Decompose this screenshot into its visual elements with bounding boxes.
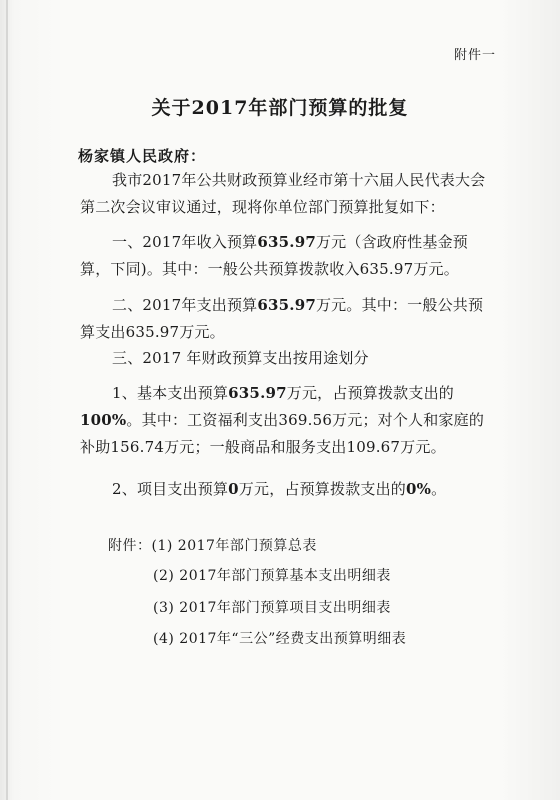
paragraph-intro-text: 我市2017年公共财政预算业经市第十六届人民代表大会第二次会议审议通过，现将你单位部门预算批复如下： [80,171,486,216]
project-text-b: 万元，占预算拨款支出的 [238,480,406,498]
paragraph-income-budget [80,229,488,283]
expense-text-b: 万元。其中：一般公共预算支出635.97万元。 [80,296,484,341]
expense-amount: 635.97 [257,296,316,314]
paragraph-intro [80,167,488,221]
basic-amount: 635.97 [228,384,287,402]
basic-text-b: 万元，占预算拨款支出的 [286,384,454,402]
income-amount: 635.97 [257,233,316,251]
usage-heading-text: 三、2017 年财政预算支出按用途划分 [112,349,369,367]
basic-text-c: 。其中：工资福利支出369.56万元；对个人和家庭的补助156.74万元；一般商品和服务支出109.67万元。 [80,411,485,456]
paragraph-expense-budget [80,292,488,346]
attachment-label: 附件一 [453,48,496,63]
attachment-item-4 [153,628,406,648]
addressee: 杨家镇人民政府： [78,147,207,165]
attachment-item-2 [153,565,391,585]
basic-text-a: 1、基本支出预算 [112,384,229,402]
attachment-item-3-text: (3) 2017年部门预算项目支出明细表 [153,600,391,616]
paragraph-basic-expense [80,380,488,461]
document-title: 关于2017年部门预算的批复 [151,97,409,119]
project-amount: 0 [228,480,239,498]
attachment-item-4-text: (4) 2017年“三公”经费支出预算明细表 [153,631,407,647]
paragraph-usage-heading [80,345,488,372]
basic-percent: 100% [80,411,127,429]
paragraph-project-expense [80,476,488,503]
attachment-item-1-text: (1) 2017年部门预算总表 [151,538,317,554]
scan-edge [6,0,8,800]
project-text-c: 。 [431,480,447,498]
attachment-item-1 [108,535,317,555]
project-percent: 0% [406,480,432,498]
attachment-item-2-text: (2) 2017年部门预算基本支出明细表 [153,568,391,584]
project-text-a: 2、项目支出预算 [112,480,229,498]
income-text-a: 一、2017年收入预算 [112,233,258,251]
attachments-label: 附件： [108,538,152,554]
income-text-b: 万元（含政府性基金预算，下同)。其中：一般公共预算拨款收入635.97万元。 [80,233,468,278]
attachment-item-3 [153,597,391,617]
expense-text-a: 二、2017年支出预算 [112,296,258,314]
